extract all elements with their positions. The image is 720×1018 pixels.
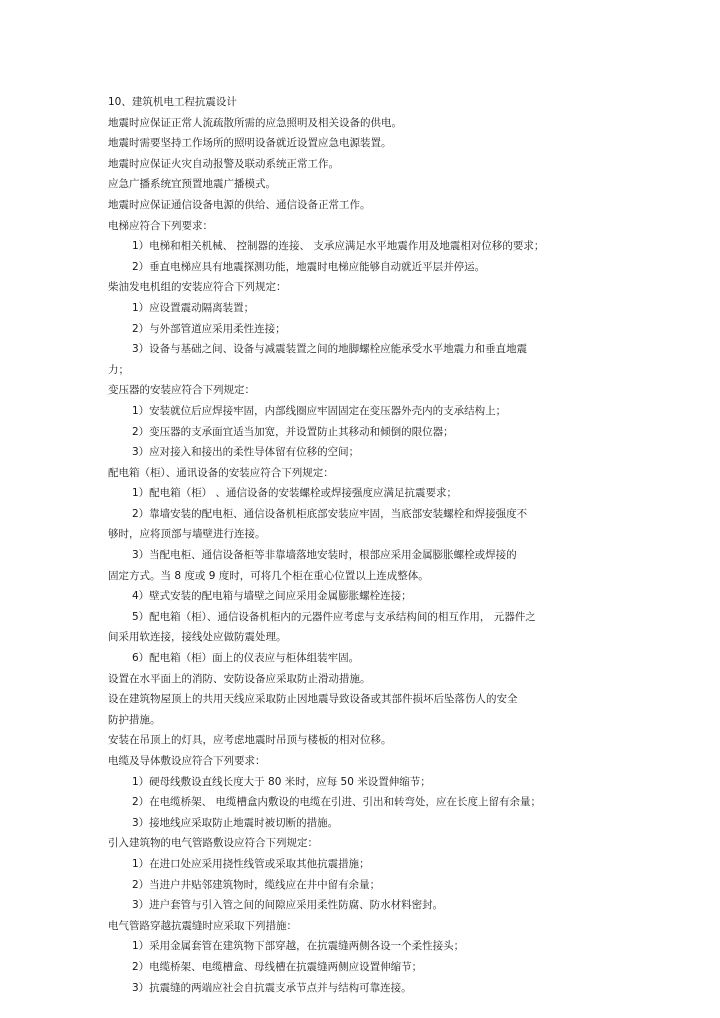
text-line: 2）电缆桥架、电缆槽盒、母线槽在抗震缝两侧应设置伸缩节； — [132, 960, 423, 973]
text-line: 1）采用金属套管在建筑物下部穿越，在抗震缝两侧各设一个柔性接头； — [132, 940, 465, 953]
text-line: 防护措施。 — [108, 713, 161, 726]
text-line: 设置在水平面上的消防、安防设备应采取防止滑动措施。 — [108, 672, 371, 685]
text-line: 电气管路穿越抗震缝时应采取下列措施： — [108, 919, 297, 932]
text-line: 3）设备与基础之间、设备与减震装置之间的地脚螺栓应能承受水平地震力和垂直地震 — [132, 343, 528, 356]
text-line: 引入建筑物的电气管路敷设应符合下列规定： — [108, 837, 318, 850]
section-heading: 10、建筑机电工程抗震设计 — [108, 96, 237, 108]
text-line: 1）应设置震动隔离装置； — [132, 301, 255, 314]
text-line: 2）与外部管道应采用柔性连接； — [132, 322, 286, 335]
text-line: 1）硬母线敷设直线长度大于 80 米时，应每 50 米设置伸缩节； — [132, 775, 431, 788]
text-line: 1）安装就位后应焊接牢固，内部线圈应牢固固定在变压器外壳内的支承结构上； — [132, 404, 507, 417]
text-line: 6）配电箱（柜）面上的仪表应与柜体组装牢固。 — [132, 652, 360, 665]
text-line: 间采用软连接，接线处应做防震处理。 — [108, 631, 287, 644]
text-line: 2）变压器的支承面宜适当加宽，并设置防止其移动和倾倒的限位器； — [132, 425, 454, 438]
text-line: 固定方式。当 8 度或 9 度时，可将几个柜在重心位置以上连成整体。 — [108, 569, 429, 582]
text-line: 地震时应保证正常人流疏散所需的应急照明及相关设备的供电。 — [108, 116, 402, 129]
text-line: 1）配电箱（柜） 、通信设备的安装螺栓或焊接强度应满足抗震要求； — [132, 487, 458, 500]
text-line: 柴油发电机组的安装应符合下列规定： — [108, 281, 287, 294]
text-line: 变压器的安装应符合下列规定： — [108, 384, 255, 397]
text-line: 4）壁式安装的配电箱与墙壁之间应采用金属膨胀螺栓连接； — [132, 590, 412, 603]
text-line: 1）电梯和相关机械、 控制器的连接、 支承应满足水平地震作用及地震相对位移的要求； — [132, 240, 545, 253]
text-line: 3）抗震缝的两端应社会自抗震支承节点并与结构可靠连接。 — [132, 981, 412, 994]
text-line: 3）接地线应采取防止地震时被切断的措施。 — [132, 816, 339, 829]
text-line: 2）在电缆桥架、 电缆槽盒内敷设的电缆在引进、引出和转弯处，应在长度上留有余量； — [132, 796, 542, 809]
text-line: 地震时需要坚持工作场所的照明设备就近设置应急电源装置。 — [108, 137, 392, 150]
text-line: 力； — [108, 363, 129, 376]
text-line: 电梯应符合下列要求： — [108, 219, 213, 232]
text-line: 设在建筑物屋顶上的共用天线应采取防止因地震导致设备或其部件损坏后坠落伤人的安全 — [108, 693, 518, 706]
text-line: 2）当进户井贴邻建筑物时，缆线应在井中留有余量； — [132, 878, 381, 891]
text-line: 安装在吊顶上的灯具，应考虑地震时吊顶与楼板的相对位移。 — [108, 734, 392, 747]
text-line: 2）靠墙安装的配电柜、通信设备机柜底部安装应牢固，当底部安装螺栓和焊接强度不 — [132, 507, 528, 520]
text-line: 3）当配电柜、通信设备柜等非靠墙落地安装时，根部应采用金属膨胀螺栓或焊接的 — [132, 549, 517, 562]
text-line: 配电箱（柜）、通讯设备的安装应符合下列规定： — [108, 466, 334, 479]
text-line: 电缆及导体敷设应符合下列要求： — [108, 755, 266, 767]
text-line: 5）配电箱（柜）、通信设备机柜内的元器件应考虑与支承结构间的相互作用， 元器件之 — [132, 610, 536, 623]
text-line: 够时，应将顶部与墙壁进行连接。 — [108, 528, 266, 541]
document-body — [108, 92, 608, 998]
text-line: 3）进户套管与引入管之间的间隙应采用柔性防腐、防水材料密封。 — [132, 899, 444, 912]
text-line: 地震时应保证通信设备电源的供给、通信设备正常工作。 — [108, 198, 371, 211]
text-line: 应急广播系统宜预置地震广播模式。 — [108, 178, 276, 191]
text-line: 3）应对接入和接出的柔性导体留有位移的空间； — [132, 446, 360, 459]
text-line: 2）垂直电梯应具有地震探测功能，地震时电梯应能够自动就近平层并停运。 — [132, 260, 486, 273]
text-line: 1）在进口处应采用挠性线管或采取其他抗震措施； — [132, 857, 370, 870]
text-line: 地震时应保证火灾自动报警及联动系统正常工作。 — [108, 157, 339, 170]
